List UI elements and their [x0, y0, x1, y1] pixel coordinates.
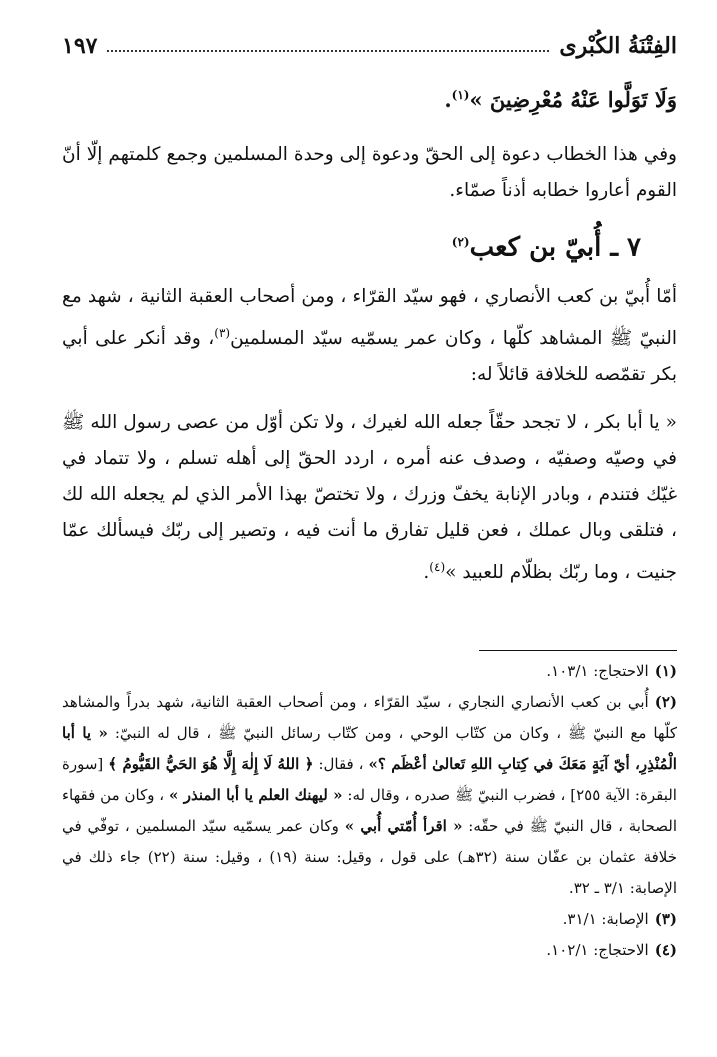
verse-line: وَلَا تَوَلَّوا عَنْهُ مُعْرِضِينَ »$^{(١)}$. — [444, 87, 677, 112]
footnote-ref: (٣) — [214, 325, 231, 340]
footnote-ref: (٤) — [429, 559, 446, 574]
header-dot-leader — [107, 50, 549, 52]
footnote-divider — [479, 650, 677, 651]
page-header — [62, 28, 677, 64]
footnote-ref: (٢) — [451, 235, 470, 249]
quotation: « يا أبا بكر ، لا تجحد حقّاً جعله الله لغيرك ، ولا تكن أوّل من عصى رسول الله ﷺ في وصيّه وصفيّه ، وصدف عنه أمره ، اردد الحقّ إلى أهله تسلم ، ولا تتماد في غيّك فتندم ، وبادر الإنابة يخفّ وزرك ، ولا تختصّ بهذا الأمر الذي لم يجعله الله لك ، فتلقى وبال عملك ، فعن قليل تفارق ما أنت فيه ، وتصير إلى ربّك فيسألك عمّا جنيت ، وما ربّك بظلّام للعبيد »$^{(٤)}$. — [62, 411, 677, 583]
running-title: الفِتْنَةُ الكُبْرى — [559, 33, 677, 59]
page-number: ١٩٧ — [62, 33, 98, 59]
section-heading: ٧ ـ أُبيّ بن كعب$^{(٢)}$ — [451, 232, 641, 263]
footnote-item: (٢)أُبي بن كعب الأنصاري النجاري ، سيّد القرّاء ، ومن أصحاب العقبة الثانية، شهد بدراً والمشاهد كلّها مع النبيّ ﷺ ، وكان من كتّاب الوحي ، ومن كتّاب رسائل النبيّ ﷺ ، قال له النبيّ: « يا أبا الْمُنْذِرِ، أيّ آيَةٍ مَعَكَ في كِتابِ اللهِ تَعالىٰ أعْظَم ؟» ، فقال: ﴿ اللهُ لَا إِلٰهَ إِلَّا هُوَ الحَيُّ القَيُّومُ ﴾ [سورة البقرة: الآية ٢٥٥] ، فضرب النبيّ ﷺ صدره ، وقال له: « ليهنك العلم يا أبا المنذر » ، وكان من فقهاء الصحابة ، قال النبيّ ﷺ في حقّه: « اقرأ أُمّتي أُبي » وكان عمر يسمّيه سيّد المسلمين ، توفّي في خلافة عثمان بن عفّان سنة (٣٢هـ) على قول ، وقيل: سنة (١٩) ، وقيل: سنة (٢٢) جاء ذلك في الإصابة: ٣/١ ـ ٣٢. — [62, 693, 678, 897]
footnote-item: (٣)الإصابة: ٣١/١. — [562, 910, 677, 928]
footnotes — [62, 656, 677, 966]
footnote-item: (١)الاحتجاج: ١٠٣/١. — [546, 662, 677, 680]
footnote-item: (٤)الاحتجاج: ١٠٢/١. — [546, 941, 677, 959]
footnote-ref: (١) — [451, 88, 470, 102]
paragraph-1: وفي هذا الخطاب دعوة إلى الحقّ ودعوة إلى وحدة المسلمين وجمع كلمتهم إلّا أنّ القوم أعاروا خطابه أذناً صمّاء. — [62, 144, 677, 201]
paragraph-2: أمّا أُبيّ بن كعب الأنصاري ، فهو سيّد القرّاء ، ومن أصحاب العقبة الثانية ، شهد مع النبيّ ﷺ المشاهد كلّها ، وكان عمر يسمّيه سيّد المسلمين$^{(٣)}$، وقد أنكر على أبي بكر تقمّصه للخلافة قائلاً له: — [62, 285, 677, 385]
main-text — [62, 76, 677, 591]
